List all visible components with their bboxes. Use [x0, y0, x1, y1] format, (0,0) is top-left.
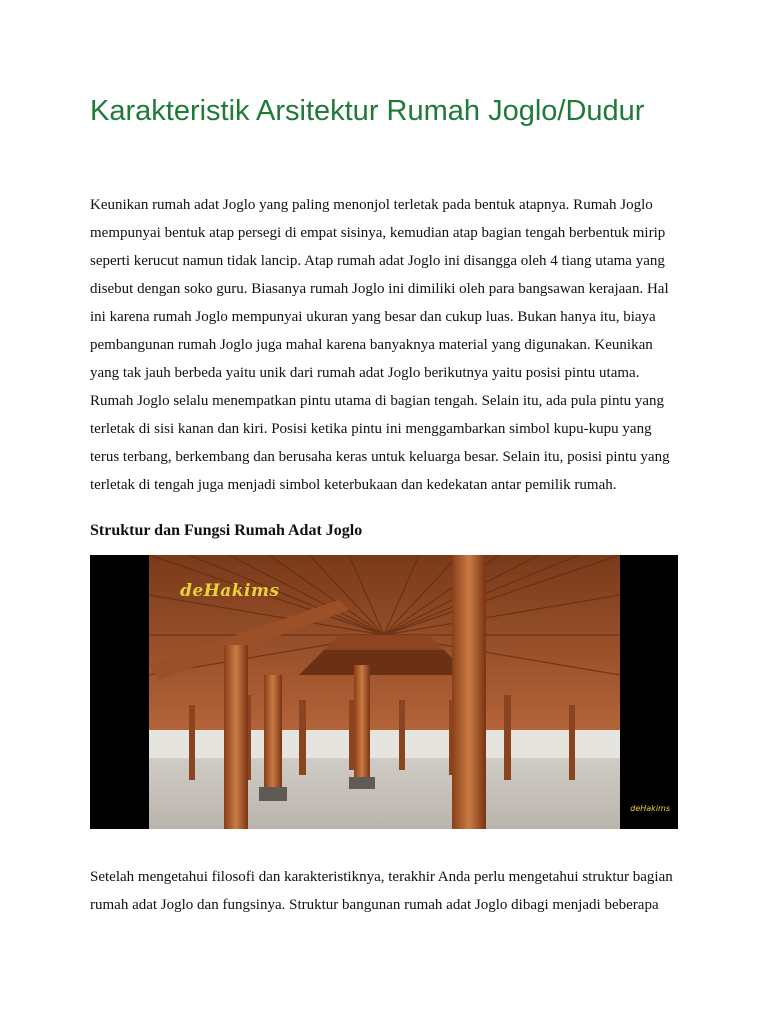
paragraph-line: Setelah mengetahui filosofi dan karakteristiknya, terakhir Anda perlu mengetahui struktur bagian — [90, 869, 673, 885]
paragraph-line: rumah adat Joglo dan fungsinya. Struktur bangunan rumah adat Joglo dibagi menjadi beberapa — [90, 897, 659, 913]
paragraph-line: pembangunan rumah Joglo juga mahal karena banyaknya material yang digunakan. Keunikan — [90, 337, 653, 353]
paragraph-line: terletak di tengah juga menjadi simbol keterbukaan dan kedekatan antar pemilik rumah. — [90, 477, 617, 493]
page-title: Karakteristik Arsitektur Rumah Joglo/Dudur — [90, 95, 645, 127]
intro-paragraph — [90, 191, 690, 499]
paragraph-line: Keunikan rumah adat Joglo yang paling menonjol terletak pada bentuk atapnya. Rumah Joglo — [90, 197, 653, 213]
structure-paragraph — [90, 863, 690, 919]
watermark-top: deHakims — [180, 581, 280, 601]
paragraph-line: seperti kerucut namun tidak lancip. Atap rumah adat Joglo ini disangga oleh 4 tiang utama yang — [90, 253, 665, 269]
joglo-interior-photo — [90, 555, 678, 829]
paragraph-line: ini karena rumah Joglo mempunyai ukuran yang besar dan cukup luas. Bukan hanya itu, biaya — [90, 309, 656, 325]
paragraph-line: yang tak jauh berbeda yaitu unik dari rumah adat Joglo berikutnya yaitu posisi pintu utama. — [90, 365, 640, 381]
paragraph-line: terletak di sisi kanan dan kiri. Posisi ketika pintu ini menggambarkan simbol kupu-kupu yang — [90, 421, 652, 437]
paragraph-line: disebut dengan soko guru. Biasanya rumah Joglo ini dimiliki oleh para bangsawan kerajaan. Hal — [90, 281, 669, 297]
paragraph-line: mempunyai bentuk atap persegi di empat sisinya, kemudian atap bagian tengah berbentuk mirip — [90, 225, 666, 241]
watermark-bottom: deHakims — [630, 804, 670, 813]
paragraph-line: Rumah Joglo selalu menempatkan pintu utama di bagian tengah. Selain itu, ada pula pintu yang — [90, 393, 665, 409]
paragraph-line: terus terbang, berkembang dan berusaha keras untuk keluarga besar. Selain itu, posisi pintu yang — [90, 449, 670, 465]
section-heading: Struktur dan Fungsi Rumah Adat Joglo — [90, 522, 363, 539]
